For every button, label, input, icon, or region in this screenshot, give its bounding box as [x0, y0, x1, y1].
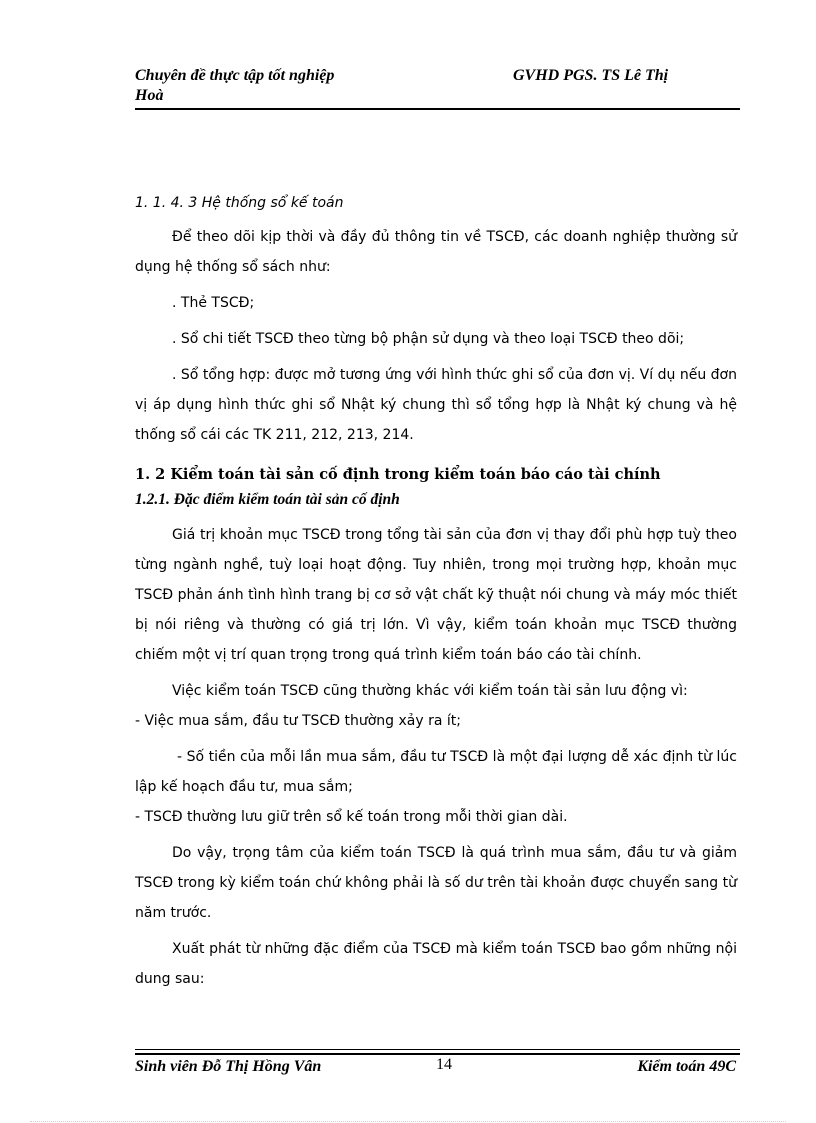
document-body	[135, 190, 737, 994]
subsection-heading-1-2-1: 1.2.1. Đặc điểm kiểm toán tài sản cố định	[135, 491, 400, 508]
header-title-line1: Chuyên đề thực tập tốt nghiệp	[135, 67, 335, 84]
list-item: . Sổ tổng hợp: được mở tương ứng với hình thức ghi sổ của đơn vị. Ví dụ nếu đơn vị áp dụng hình thức ghi sổ Nhật ký chung thì sổ tổng hợp là Nhật ký chung và hệ thống sổ cái các TK 211, 212, 213, 214.	[135, 367, 737, 443]
header-supervisor: GVHD PGS. TS Lê Thị	[513, 67, 669, 84]
paragraph: Việc kiểm toán TSCĐ cũng thường khác với kiểm toán tài sản lưu động vì:	[172, 683, 688, 699]
paragraph: Giá trị khoản mục TSCĐ trong tổng tài sản của đơn vị thay đổi phù hợp tuỳ theo từng ngành nghề, tuỳ loại hoạt động. Tuy nhiên, trong mọi trường hợp, khoản mục TSCĐ phản ánh tình hình trang bị cơ sở vật chất kỹ thuật nói chung và máy móc thiết bị nói riêng và thường có giá trị lớn. Vì vậy, kiểm toán khoản mục TSCĐ thường chiếm một vị trí quan trọng trong quá trình kiểm toán báo cáo tài chính.	[135, 527, 737, 663]
page-edge-divider	[30, 1121, 786, 1122]
list-item: . Sổ chi tiết TSCĐ theo từng bộ phận sử dụng và theo loại TSCĐ theo dõi;	[172, 331, 685, 347]
section-title-1-1-4-3: 1. 1. 4. 3 Hệ thống sổ kế toán	[135, 195, 344, 211]
paragraph: Xuất phát từ những đặc điểm của TSCĐ mà kiểm toán TSCĐ bao gồm những nội dung sau:	[135, 941, 737, 987]
page-header	[135, 66, 740, 110]
footer-student-name: Sinh viên Đỗ Thị Hồng Vân	[135, 1058, 322, 1075]
header-divider	[135, 108, 740, 110]
header-left	[135, 66, 334, 106]
footer-divider-thin	[135, 1049, 740, 1050]
bullet-item: - Việc mua sắm, đầu tư TSCĐ thường xảy ra ít;	[135, 713, 461, 729]
section-heading-1-2: 1. 2 Kiểm toán tài sản cố định trong kiểm toán báo cáo tài chính	[135, 466, 661, 483]
paragraph-intro: Để theo dõi kịp thời và đầy đủ thông tin về TSCĐ, các doanh nghiệp thường sử dụng hệ thống sổ sách như:	[135, 229, 737, 275]
page-number: 14	[436, 1056, 452, 1073]
bullet-item: - TSCĐ thường lưu giữ trên sổ kế toán trong mỗi thời gian dài.	[135, 809, 568, 825]
header-title-line2: Hoà	[135, 87, 164, 104]
footer-class: Kiểm toán 49C	[637, 1058, 736, 1075]
bullet-item: - Số tiền của mỗi lần mua sắm, đầu tư TSCĐ là một đại lượng dễ xác định từ lúc lập kế hoạch đầu tư, mua sắm;	[135, 749, 737, 795]
paragraph: Do vậy, trọng tâm của kiểm toán TSCĐ là quá trình mua sắm, đầu tư và giảm TSCĐ trong kỳ kiểm toán chứ không phải là số dư trên tài khoản được chuyển sang từ năm trước.	[135, 845, 737, 921]
list-item: . Thẻ TSCĐ;	[172, 295, 255, 311]
